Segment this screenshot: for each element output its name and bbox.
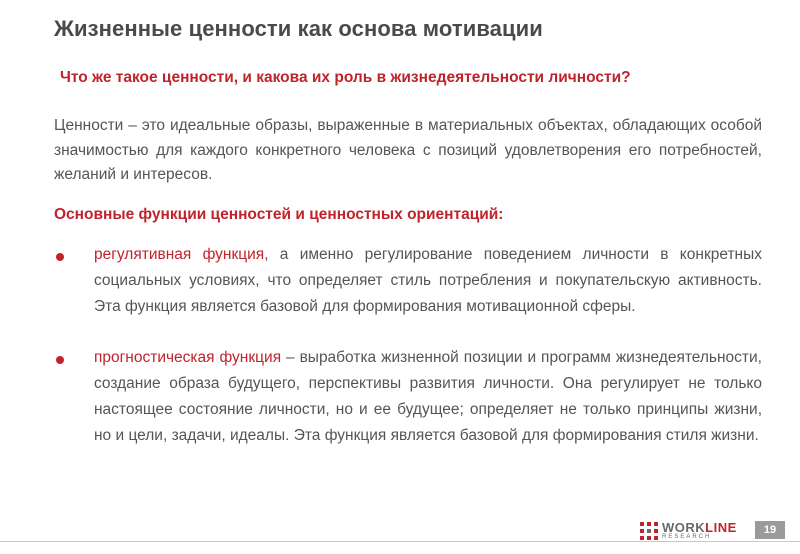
bullet-dot-icon — [56, 253, 64, 261]
bullet-term: регулятивная функция — [94, 246, 265, 263]
bullet-body: – выработка жизненной позиции и программ жизнедеятельности, создание образа будущего, перспективы развития личности. Она регулирует не только настоящее состояние личности, но и ее будущее; определяет не только принципы жизни, но и цели, задачи, идеалы. Эта функция является базовой для формирования стиля жизни. — [94, 349, 762, 444]
slide-title: Жизненные ценности как основа мотивации — [54, 16, 543, 41]
bullet-regulative-function — [56, 242, 762, 320]
page-number-badge: 19 — [755, 521, 785, 539]
functions-heading: Основные функции ценностей и ценностных ориентаций: — [54, 206, 504, 223]
bullet-prognostic-function — [56, 345, 762, 449]
footer-divider — [0, 541, 800, 542]
logo-subtitle: RESEARCH — [662, 534, 712, 540]
logo-name: WORKLINE — [662, 520, 737, 535]
bullet-dot-icon — [56, 356, 64, 364]
bullet-body: , а именно регулирование поведением личности в конкретных социальных условиях, что определяет стиль потребления и покупательскую активность. Эта функция является базовой для формирования мотивационной сферы. — [94, 246, 762, 315]
definition-paragraph: Ценности – это идеальные образы, выраженные в материальных объектах, обладающих особой значимостью для каждого конкретного человека с позиций удовлетворения его потребностей, желаний и интересов. — [54, 117, 762, 183]
bullet-text — [94, 242, 762, 320]
slide-subtitle: Что же такое ценности, и какова их роль в жизнедеятельности личности? — [60, 69, 631, 86]
bullet-text — [94, 345, 762, 449]
logo-grid-icon — [640, 522, 658, 540]
bullet-term: прогностическая функция — [94, 349, 282, 366]
